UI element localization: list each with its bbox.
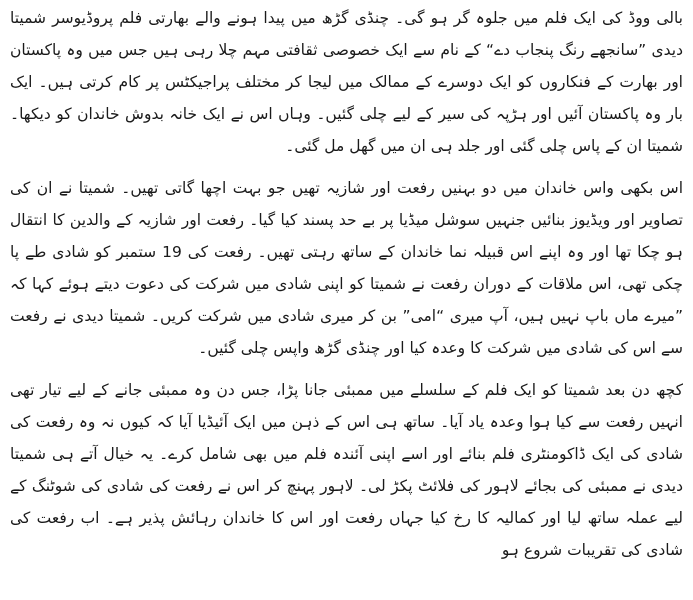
article-paragraph-3: کچھ دن بعد شمیتا کو ایک فلم کے سلسلے میں ممبئی جانا پڑا، جس دن وہ ممبئی جانے کے لیے تیار تھی انہیں رفعت سے کیا ہوا وعدہ یاد آیا۔ ساتھ ہی اس کے ذہن میں ایک آئیڈیا آیا کہ کیوں نہ وہ رفعت کی شادی کی ایک ڈاکومنٹری فلم بنائے اور اسے اپنی آئندہ فلم میں بھی شامل کرے۔ یہ خیال آتے ہی شمیتا دیدی نے ممبئی کی بجائے لاہور کی فلائٹ پکڑ لی۔ لاہور پہنچ کر اس نے رفعت کی شادی کی شوٹنگ کے لیے عملہ ساتھ لیا اور کمالیہ کا رخ کیا جہاں رفعت اور اس کا خاندان رہائش پذیر ہے۔ اب رفعت کی شادی کی تقریبات شروع ہو [10, 381, 683, 559]
article-paragraph-2: اس بکھی واس خاندان میں دو بہنیں رفعت اور شازیہ تھیں جو بہت اچھا گاتی تھیں۔ شمیتا نے ان کی تصاویر اور ویڈیوز بنائیں جنہیں سوشل میڈیا پر بے حد پسند کیا گیا۔ رفعت اور شازیہ کے والدین کا انتقال ہو چکا تھا اور وہ اپنے اس قبیلہ نما خاندان کے ساتھ رہتی تھیں۔ رفعت کی 19 ستمبر کو شادی طے پا چکی تھی، اس ملاقات کے دوران رفعت نے شمیتا کو اپنی شادی میں شرکت کی دعوت دیتے ہوئے کہا کہ ”میرے ماں باپ نہیں ہیں، آپ میری “امی” بن کر میری شادی میں شرکت کریں۔ شمیتا دیدی نے رفعت سے اس کی شادی میں شرکت کا وعدہ کیا اور چنڈی گڑھ واپس چلی گئیں۔ [10, 179, 683, 357]
article-paragraph-1: بالی ووڈ کی ایک فلم میں جلوہ گر ہو گی۔ چنڈی گڑھ میں پیدا ہونے والے بھارتی فلم پروڈیوسر شمیتا دیدی ”سانجھے رنگ پنجاب دے“ کے نام سے ایک خصوصی ثقافتی مہم چلا رہی ہیں جس میں وہ پاکستان اور بھارت کے فنکاروں کو ایک دوسرے کے ممالک میں لیجا کر مختلف پراجیکٹس پر کام کرتی ہیں۔ ایک بار وہ پاکستان آئیں اور ہڑپہ کی سیر کے لیے چلی گئیں۔ وہاں اس نے ایک خانہ بدوش خاندان کو دیکھا۔ شمیتا ان کے پاس چلی گئی اور جلد ہی ان میں گھل مل گئی۔ [10, 9, 683, 155]
